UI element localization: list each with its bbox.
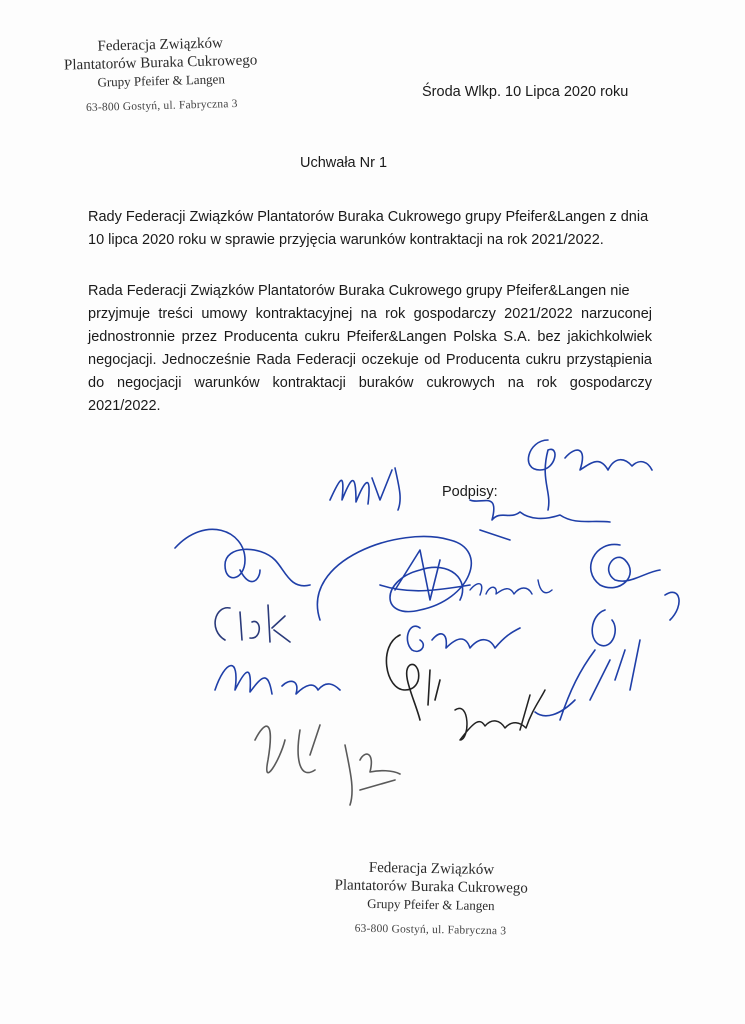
signature-6 — [470, 580, 552, 595]
stamp-line-3: Grupy Pfeifer & Langen — [367, 895, 495, 914]
resolution-title: Uchwała Nr 1 — [300, 155, 388, 171]
stamp-line-2: Plantatorów Buraka Cukrowego — [334, 877, 528, 897]
stamp-address: 63-800 Gostyń, ul. Fabryczna 3 — [354, 922, 507, 938]
stamp-line-1: Federacja Związków — [97, 35, 224, 55]
organization-stamp-top — [55, 33, 267, 116]
body-first-line: Rada Federacji Związków Plantatorów Buraka Cukrowego grupy Pfeifer&Langen nie — [88, 283, 630, 299]
signature-4 — [175, 529, 310, 585]
signature-1 — [330, 468, 400, 510]
signature-5 — [317, 537, 471, 620]
stamp-line-2: Plantatorów Buraka Cukrowego — [63, 52, 258, 74]
signature-16 — [345, 745, 400, 805]
signature-2 — [528, 440, 652, 510]
signature-7 — [591, 544, 660, 587]
document-date: Środa Wlkp. 10 Lipca 2020 roku — [422, 84, 629, 100]
stamp-line-3: Grupy Pfeifer & Langen — [97, 71, 226, 90]
signature-3 — [470, 500, 610, 540]
stamp-line-1: Federacja Związków — [368, 859, 495, 879]
signatures-label: Podpisy: — [442, 484, 498, 500]
signature-11 — [215, 666, 340, 694]
signature-14 — [535, 650, 610, 720]
signature-15 — [255, 725, 320, 773]
signature-10 — [592, 592, 679, 690]
signature-13 — [455, 690, 545, 740]
resolution-intro-paragraph: Rady Federacji Związków Plantatorów Buraka Cukrowego grupy Pfeifer&Langen z dnia 10 lipca 2020 roku w sprawie przyjęcia warunków kontraktacji na rok 2021/2022. — [88, 209, 649, 248]
signature-9 — [407, 626, 520, 651]
signature-12 — [386, 635, 440, 720]
organization-stamp-bottom — [325, 858, 536, 940]
body-rest: przyjmuje treści umowy kontraktacyjnej na rok gospodarczy 2021/2022 narzuconej jednostronnie przez Producenta cukru Pfeifer&Langen Polska S.A. bez jakichkolwiek negocjacji. Jednocześnie Rada Federacji oczekuje od Producenta cukru przystąpienia do negocjacji warunków kontraktacji buraków cukrowych na rok gospodarczy 2021/2022. — [88, 306, 652, 414]
stamp-address: 63-800 Gostyń, ul. Fabryczna 3 — [85, 98, 238, 114]
signature-8 — [215, 605, 290, 642]
resolution-body-paragraph — [88, 280, 652, 418]
